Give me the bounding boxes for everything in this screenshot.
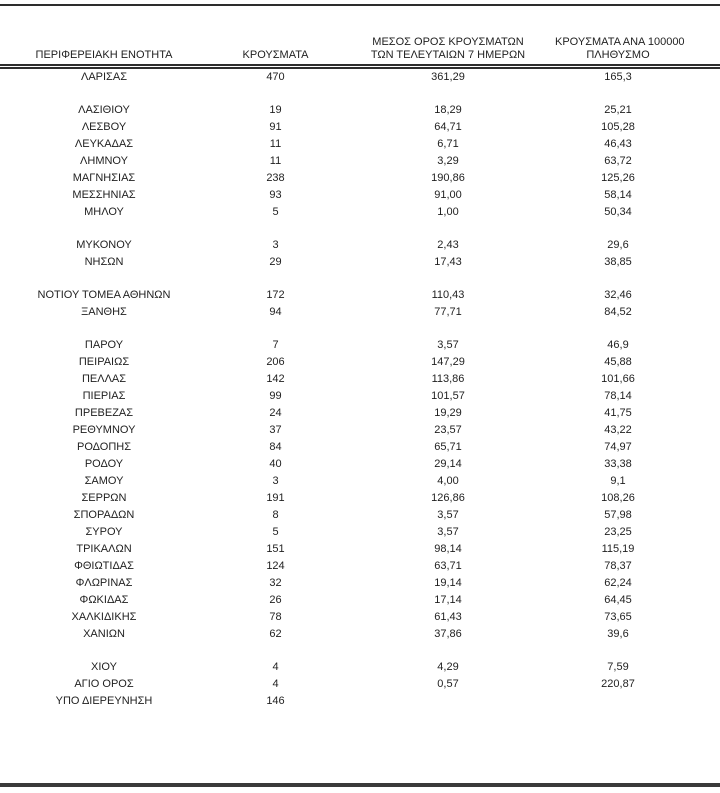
header-7day-average-line2: ΤΩΝ ΤΕΛΕΥΤΑΙΩΝ 7 ΗΜΕΡΩΝ <box>370 48 526 61</box>
avg-7day-cell: 2,43 <box>437 238 459 251</box>
region-cell: ΛΑΣΙΘΙΟΥ <box>78 103 130 116</box>
avg-7day-cell: 77,71 <box>434 305 462 318</box>
per-100k-cell: 33,38 <box>604 457 632 470</box>
filler-cell <box>683 371 720 388</box>
per-100k-cell: 78,37 <box>604 559 632 572</box>
per-100k-cell: 101,66 <box>601 372 635 385</box>
avg-7day-cell: 18,29 <box>434 103 462 116</box>
filler-cell <box>683 66 720 86</box>
filler-cell <box>683 119 720 136</box>
filler-cell <box>683 592 720 609</box>
spacer-cell <box>0 321 720 337</box>
cases-cell: 206 <box>266 355 285 368</box>
table-row <box>0 524 720 541</box>
region-cell: ΜΕΣΣΗΝΙΑΣ <box>72 188 136 201</box>
cases-cell: 142 <box>266 372 285 385</box>
avg-7day-cell: 61,43 <box>434 610 462 623</box>
table-row <box>0 354 720 371</box>
cases-cell: 238 <box>266 171 285 184</box>
per-100k-cell: 38,85 <box>604 255 632 268</box>
filler-cell <box>683 524 720 541</box>
per-100k-cell: 39,6 <box>607 627 629 640</box>
avg-7day-cell <box>343 693 553 710</box>
filler-cell <box>683 473 720 490</box>
cases-cell: 19 <box>269 103 282 116</box>
region-cell: ΛΕΣΒΟΥ <box>81 120 127 133</box>
per-100k-cell: 25,21 <box>604 103 632 116</box>
table-body <box>0 66 720 710</box>
header-cases-label: ΚΡΟΥΣΜΑΤΑ <box>242 48 309 61</box>
per-100k-cell: 84,52 <box>604 305 632 318</box>
header-7day-average <box>343 6 553 66</box>
spacer-row <box>0 643 720 659</box>
cases-cell: 11 <box>269 154 282 167</box>
header-per-100k-line1: ΚΡΟΥΣΜΑΤΑ ΑΝΑ 100000 <box>555 35 685 48</box>
table-row <box>0 371 720 388</box>
spacer-row <box>0 271 720 287</box>
cases-cell: 11 <box>269 137 282 150</box>
region-cell: ΥΠΟ ΔΙΕΡΕΥΝΗΣΗ <box>55 694 153 707</box>
cases-cell: 3 <box>272 474 279 487</box>
region-cell: ΞΑΝΘΗΣ <box>81 305 127 318</box>
spacer-cell <box>0 271 720 287</box>
cases-cell: 4 <box>272 660 279 673</box>
region-cell: ΜΥΚΟΝΟΥ <box>76 238 132 251</box>
avg-7day-cell: 29,14 <box>434 457 462 470</box>
header-regional-unit-label: ΠΕΡΙΦΕΡΕΙΑΚΗ ΕΝΟΤΗΤΑ <box>35 48 173 61</box>
filler-cell <box>683 507 720 524</box>
region-cell: ΑΓΙΟ ΟΡΟΣ <box>74 677 134 690</box>
spacer-row <box>0 321 720 337</box>
region-cell: ΠΙΕΡΙΑΣ <box>82 389 126 402</box>
per-100k-cell: 74,97 <box>604 440 632 453</box>
per-100k-cell: 9,1 <box>610 474 626 487</box>
cases-cell: 172 <box>266 288 285 301</box>
per-100k-cell: 29,6 <box>607 238 629 251</box>
per-100k-cell: 105,28 <box>601 120 635 133</box>
per-100k-cell: 108,26 <box>601 491 635 504</box>
avg-7day-cell: 17,43 <box>434 255 462 268</box>
region-cell: ΠΕΙΡΑΙΩΣ <box>78 355 130 368</box>
region-cell: ΠΑΡΟΥ <box>84 338 124 351</box>
filler-cell <box>683 490 720 507</box>
filler-cell <box>683 170 720 187</box>
region-cell: ΛΗΜΝΟΥ <box>80 154 128 167</box>
filler-cell <box>683 187 720 204</box>
per-100k-cell: 32,46 <box>604 288 632 301</box>
avg-7day-cell: 63,71 <box>434 559 462 572</box>
cases-cell: 40 <box>269 457 282 470</box>
table-row <box>0 676 720 693</box>
region-cell: ΠΡΕΒΕΖΑΣ <box>74 406 134 419</box>
filler-cell <box>683 388 720 405</box>
avg-7day-cell: 19,29 <box>434 406 462 419</box>
region-cell: ΤΡΙΚΑΛΩΝ <box>76 542 132 555</box>
cases-cell: 93 <box>269 188 282 201</box>
region-cell: ΦΩΚΙΔΑΣ <box>79 593 129 606</box>
cases-cell: 26 <box>269 593 282 606</box>
spacer-cell <box>0 221 720 237</box>
avg-7day-cell: 113,86 <box>431 372 465 385</box>
avg-7day-cell: 126,86 <box>431 491 465 504</box>
region-cell: ΝΗΣΩΝ <box>84 255 124 268</box>
per-100k-cell: 58,14 <box>604 188 632 201</box>
cases-cell: 99 <box>269 389 282 402</box>
table-row <box>0 558 720 575</box>
header-per-100k-line2: ΠΛΗΘΥΣΜΟ <box>586 48 650 61</box>
table-row <box>0 136 720 153</box>
region-cell: ΜΗΛΟΥ <box>84 205 124 218</box>
avg-7day-cell: 110,43 <box>431 288 465 301</box>
region-cell: ΛΕΥΚΑΔΑΣ <box>74 137 134 150</box>
region-cell: ΧΙΟΥ <box>91 660 117 673</box>
per-100k-cell: 43,22 <box>604 423 632 436</box>
filler-cell <box>683 626 720 643</box>
cases-cell: 78 <box>269 610 282 623</box>
filler-cell <box>683 254 720 271</box>
per-100k-cell: 115,19 <box>601 542 635 555</box>
region-cell: ΜΑΓΝΗΣΙΑΣ <box>72 171 136 184</box>
spacer-row <box>0 86 720 102</box>
avg-7day-cell: 101,57 <box>431 389 465 402</box>
table-row <box>0 541 720 558</box>
region-cell: ΣΥΡΟΥ <box>85 525 123 538</box>
per-100k-cell: 62,24 <box>604 576 632 589</box>
cases-cell: 5 <box>272 525 279 538</box>
regional-cases-table <box>0 6 720 710</box>
table-row <box>0 422 720 439</box>
filler-cell <box>683 204 720 221</box>
spacer-row <box>0 221 720 237</box>
region-cell: ΝΟΤΙΟΥ ΤΟΜΕΑ ΑΘΗΝΩΝ <box>37 288 171 301</box>
filler-cell <box>683 337 720 354</box>
filler-cell <box>683 237 720 254</box>
avg-7day-cell: 1,00 <box>437 205 459 218</box>
table-row <box>0 626 720 643</box>
cases-cell: 32 <box>269 576 282 589</box>
table-row <box>0 287 720 304</box>
cases-cell: 29 <box>269 255 282 268</box>
avg-7day-cell: 3,29 <box>437 154 459 167</box>
table-row <box>0 119 720 136</box>
avg-7day-cell: 3,57 <box>437 338 459 351</box>
avg-7day-cell: 361,29 <box>431 70 465 83</box>
table-row <box>0 153 720 170</box>
table-row <box>0 456 720 473</box>
header-7day-average-line1: ΜΕΣΟΣ ΟΡΟΣ ΚΡΟΥΣΜΑΤΩΝ <box>372 35 524 48</box>
table-row <box>0 337 720 354</box>
table-row <box>0 575 720 592</box>
header-filler <box>683 6 720 66</box>
table-row <box>0 439 720 456</box>
avg-7day-cell: 19,14 <box>434 576 462 589</box>
per-100k-cell: 57,98 <box>604 508 632 521</box>
table-row <box>0 490 720 507</box>
table-row <box>0 659 720 676</box>
table-header <box>0 6 720 66</box>
avg-7day-cell: 190,86 <box>431 171 465 184</box>
cases-cell: 91 <box>269 120 282 133</box>
region-cell: ΦΛΩΡΙΝΑΣ <box>75 576 133 589</box>
cases-cell: 146 <box>266 694 285 707</box>
per-100k-cell: 63,72 <box>604 154 632 167</box>
avg-7day-cell: 6,71 <box>437 137 459 150</box>
region-cell: ΣΑΜΟΥ <box>84 474 124 487</box>
filler-cell <box>683 676 720 693</box>
cases-cell: 470 <box>266 70 285 83</box>
table-row <box>0 254 720 271</box>
spacer-cell <box>0 86 720 102</box>
table-row <box>0 237 720 254</box>
cases-cell: 24 <box>269 406 282 419</box>
filler-cell <box>683 659 720 676</box>
filler-cell <box>683 287 720 304</box>
per-100k-cell: 73,65 <box>604 610 632 623</box>
filler-cell <box>683 693 720 710</box>
filler-cell <box>683 136 720 153</box>
region-cell: ΣΕΡΡΩΝ <box>81 491 127 504</box>
avg-7day-cell: 91,00 <box>434 188 462 201</box>
per-100k-cell: 78,14 <box>604 389 632 402</box>
header-row <box>0 6 720 66</box>
per-100k-cell: 45,88 <box>604 355 632 368</box>
per-100k-cell: 41,75 <box>604 406 632 419</box>
region-cell: ΦΘΙΩΤΙΔΑΣ <box>74 559 134 572</box>
table-row <box>0 204 720 221</box>
table-row <box>0 693 720 710</box>
cases-cell: 7 <box>272 338 279 351</box>
region-cell: ΡΟΔΟΥ <box>84 457 124 470</box>
per-100k-cell: 165,3 <box>604 70 632 83</box>
filler-cell <box>683 405 720 422</box>
per-100k-cell: 125,26 <box>601 171 635 184</box>
filler-cell <box>683 575 720 592</box>
avg-7day-cell: 23,57 <box>434 423 462 436</box>
region-cell: ΡΟΔΟΠΗΣ <box>76 440 132 453</box>
avg-7day-cell: 0,57 <box>437 677 459 690</box>
filler-cell <box>683 456 720 473</box>
table-row <box>0 507 720 524</box>
filler-cell <box>683 102 720 119</box>
cases-cell: 94 <box>269 305 282 318</box>
region-cell: ΡΕΘΥΜΝΟΥ <box>72 423 136 436</box>
avg-7day-cell: 4,00 <box>437 474 459 487</box>
table-row <box>0 304 720 321</box>
cases-cell: 37 <box>269 423 282 436</box>
filler-cell <box>683 304 720 321</box>
per-100k-cell: 46,43 <box>604 137 632 150</box>
avg-7day-cell: 65,71 <box>434 440 462 453</box>
table-row <box>0 592 720 609</box>
avg-7day-cell: 3,57 <box>437 508 459 521</box>
table-bottom-border <box>0 783 720 787</box>
filler-cell <box>683 558 720 575</box>
cases-cell: 84 <box>269 440 282 453</box>
avg-7day-cell: 64,71 <box>434 120 462 133</box>
header-cases <box>208 6 343 66</box>
region-cell: ΣΠΟΡΑΔΩΝ <box>73 508 135 521</box>
cases-cell: 62 <box>269 627 282 640</box>
avg-7day-cell: 37,86 <box>434 627 462 640</box>
region-cell: ΛΑΡΙΣΑΣ <box>80 70 127 83</box>
region-cell: ΧΑΛΚΙΔΙΚΗΣ <box>71 610 137 623</box>
avg-7day-cell: 3,57 <box>437 525 459 538</box>
per-100k-cell: 50,34 <box>604 205 632 218</box>
avg-7day-cell: 4,29 <box>437 660 459 673</box>
per-100k-cell: 220,87 <box>601 677 635 690</box>
cases-cell: 151 <box>266 542 285 555</box>
table-row <box>0 388 720 405</box>
header-per-100k <box>553 6 683 66</box>
filler-cell <box>683 541 720 558</box>
per-100k-cell <box>553 693 683 710</box>
avg-7day-cell: 147,29 <box>431 355 465 368</box>
header-regional-unit <box>0 6 208 66</box>
table-row <box>0 66 720 86</box>
filler-cell <box>683 422 720 439</box>
table-row <box>0 170 720 187</box>
per-100k-cell: 23,25 <box>604 525 632 538</box>
per-100k-cell: 46,9 <box>607 338 629 351</box>
cases-cell: 191 <box>266 491 285 504</box>
avg-7day-cell: 98,14 <box>434 542 462 555</box>
filler-cell <box>683 609 720 626</box>
filler-cell <box>683 439 720 456</box>
filler-cell <box>683 354 720 371</box>
filler-cell <box>683 153 720 170</box>
per-100k-cell: 64,45 <box>604 593 632 606</box>
table-row <box>0 102 720 119</box>
table-row <box>0 405 720 422</box>
avg-7day-cell: 17,14 <box>434 593 462 606</box>
cases-cell: 5 <box>272 205 279 218</box>
table-row <box>0 609 720 626</box>
table-row <box>0 187 720 204</box>
cases-cell: 8 <box>272 508 279 521</box>
cases-cell: 3 <box>272 238 279 251</box>
region-cell: ΠΕΛΛΑΣ <box>81 372 127 385</box>
cases-cell: 4 <box>272 677 279 690</box>
spacer-cell <box>0 643 720 659</box>
table-row <box>0 473 720 490</box>
cases-cell: 124 <box>266 559 285 572</box>
region-cell: ΧΑΝΙΩΝ <box>83 627 125 640</box>
per-100k-cell: 7,59 <box>607 660 629 673</box>
